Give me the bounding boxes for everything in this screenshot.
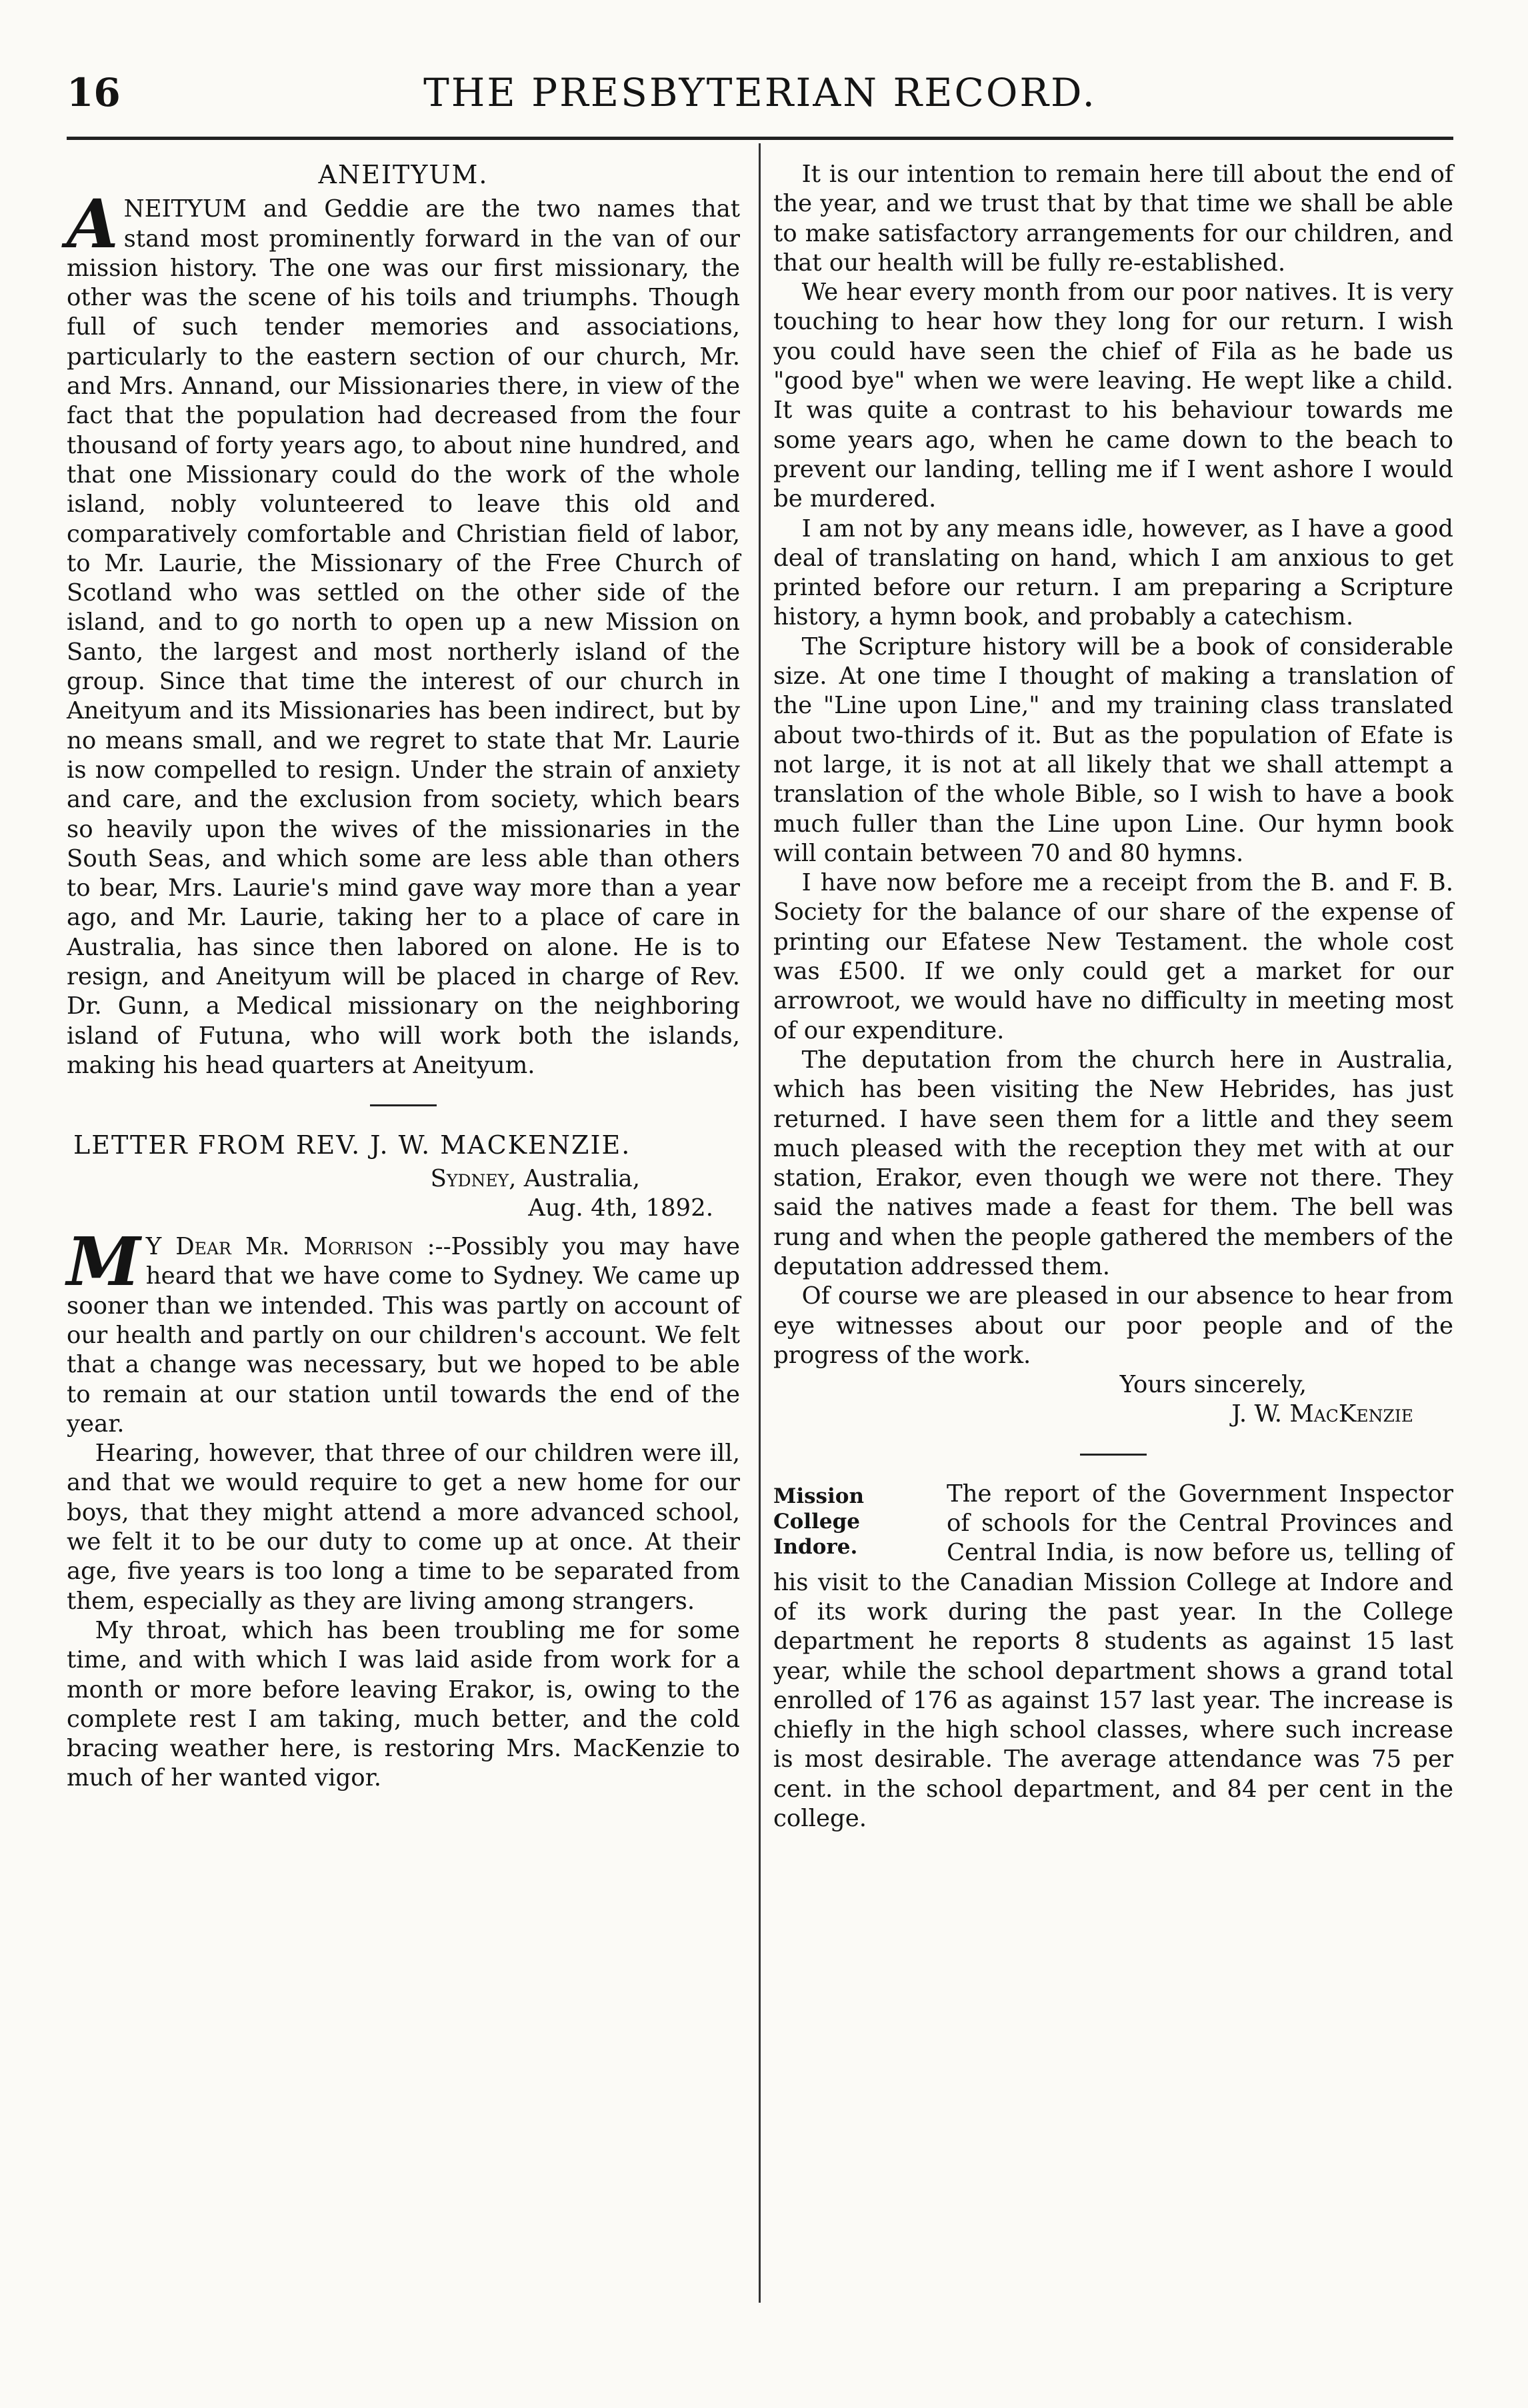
aneityum-dropcap: A [67,185,119,264]
journal-title: THE PRESBYTERIAN RECORD. [423,70,1097,115]
letter-paragraph-6: I am not by any means idle, however, as I have a good deal of translating on hand, which I am anxious to get printed before our return. I am preparing a Scripture history, a hymn book, and probably a catechism. [773,515,1453,631]
letter-salutation: Y Dear Mr. Morrison [145,1233,413,1261]
indore-paragraph [773,1480,1453,1834]
section-rule-right [1080,1454,1147,1456]
aneityum-heading: ANEITYUM. [318,160,489,189]
aneityum-paragraph [67,185,740,1080]
letter-paragraph-1 [67,1222,740,1439]
letter-signature: J. W. MacKenzie [1231,1400,1413,1428]
header-rule [67,137,1453,140]
section-rule [370,1104,437,1106]
letter-paragraph-7: The Scripture history will be a book of considerable size. At one time I thought of making a translation of the "Line upon Line," and my training class translated about two-thirds of it. But as the population of Efate is not large, it is not at all likely that we shall attempt a translation of the whole Bible, so I wish to have a book much fuller than the Line upon Line. Our hymn book will contain between 70 and 80 hymns. [773,632,1453,867]
letter-paragraph-9: The deputation from the church here in Australia, which has been visiting the New Hebrides, has just returned. I have seen them for a little and they seem much pleased with the reception they met with at our station, Erakor, even though we were not there. They said the natives made a feast for them. The bell was rung and when the people gathered the members of the deputation addressed them. [773,1046,1453,1280]
letter-paragraph-4: It is our intention to remain here till about the end of the year, and we trust that by that time we shall be able to make satisfactory arrangements for our children, and that our health will be fully re-established. [773,161,1453,277]
indore-sidenote-line-2: College [773,1509,861,1534]
indore-sidenote-line-3: Indore. [773,1534,858,1559]
letter-closing: Yours sincerely, [1119,1371,1307,1399]
letter-dropcap: M [67,1222,141,1302]
left-column [67,160,740,1794]
indore-sidenote-line-1: Mission [773,1484,864,1508]
letter-place [67,1164,740,1194]
indore-text: The report of the Government Inspector of schools for the Central Provinces and Central India, is now before us, telling of his visit to the Canadian Mission College at Indore and of its work during the past year. In the College department he reports 8 students as against 15 last year, while the school department shows a grand total enrolled of 176 as against 157 last year. The increase is chiefly in the high school classes, where such increase is most desirable. The average attendance was 75 per cent. in the school department, and 84 per cent in the college. [773,1480,1453,1833]
letter-heading: LETTER FROM REV. J. W. MACKENZIE. [73,1130,631,1160]
right-column [773,160,1453,1833]
letter-place-rest: , Australia, [509,1164,640,1192]
letter-paragraph-1-text: :--Possibly you may have heard that we have come to Sydney. We came up sooner than we intended. This was partly on account of our health and partly on our children's account. We felt that a change was necessary, but we hoped to be able to remain at our station until towards the end of the year. [67,1233,740,1438]
letter-place-city: Sydney [430,1164,509,1192]
page-header [67,70,1453,123]
letter-paragraph-5: We hear every month from our poor natives. It is very touching to hear how they long for our return. I wish you could have seen the chief of Fila as he bade us "good bye" when we were leaving. He wept like a child. It was quite a contrast to his behaviour towards me some years ago, when he came down to the beach to prevent our landing, telling me if I went ashore I would be murdered. [773,279,1453,513]
letter-paragraph-2: Hearing, however, that three of our children were ill, and that we would require to get a new home for our boys, that they might attend a more advanced school, we felt it to be our duty to come up at once. At their age, five years is too long a time to be separated from them, especially as they are living among strangers. [67,1440,740,1615]
indore-sidenote [773,1484,933,1560]
letter-paragraph-10: Of course we are pleased in our absence to hear from eye witnesses about our poor people and of the progress of the work. [773,1282,1453,1369]
letter-date: Aug. 4th, 1892. [528,1194,713,1222]
aneityum-text: NEITYUM and Geddie are the two names that stand most prominently forward in the van of our mission history. The one was our first missionary, the other was the scene of his toils and triumphs. Though full of such tender memories and associations, particularly to the eastern section of our church, Mr. and Mrs. Annand, our Missionaries there, in view of the fact that the population had decreased from the four thousand of forty years ago, to about nine hundred, and that one Missionary could do the work of the whole island, nobly volunteered to leave this old and comparatively comfortable and Christian field of labor, to Mr. Laurie, the Missionary of the Free Church of Scotland who was settled on the other side of the island, and to go north to open up a new Mission on Santo, the largest and most northerly island of the group. Since that time the interest of our church in Aneityum and its Missionaries has been indirect, but by no means small, and we regret to state that Mr. Laurie is now compelled to resign. Under the strain of anxiety and care, and the exclusion from society, which bears so heavily upon the wives of the missionaries in the South Seas, and which some are less able than others to bear, Mrs. Laurie's mind gave way more than a year ago, and Mr. Laurie, taking her to a place of care in Australia, has since then labored on alone. He is to resign, and Aneityum will be placed in charge of Rev. Dr. Gunn, a Medical missionary on the neighboring island of Futuna, who will work both the islands, making his head quarters at Aneityum. [67,195,740,1079]
page-number: 16 [67,70,121,115]
column-divider [759,143,761,2303]
letter-paragraph-3: My throat, which has been troubling me for some time, and with which I was laid aside from work for a month or more before leaving Erakor, is, owing to the complete rest I am taking, much better, and the cold bracing weather here, is restoring Mrs. MacKenzie to much of her wanted vigor. [67,1616,740,1792]
letter-paragraph-8: I have now before me a receipt from the B. and F. B. Society for the balance of our share of the expense of printing our Efatese New Testament. the whole cost was £500. If we only could get a market for our arrowroot, we would have no difficulty in meeting most of our expenditure. [773,869,1453,1044]
